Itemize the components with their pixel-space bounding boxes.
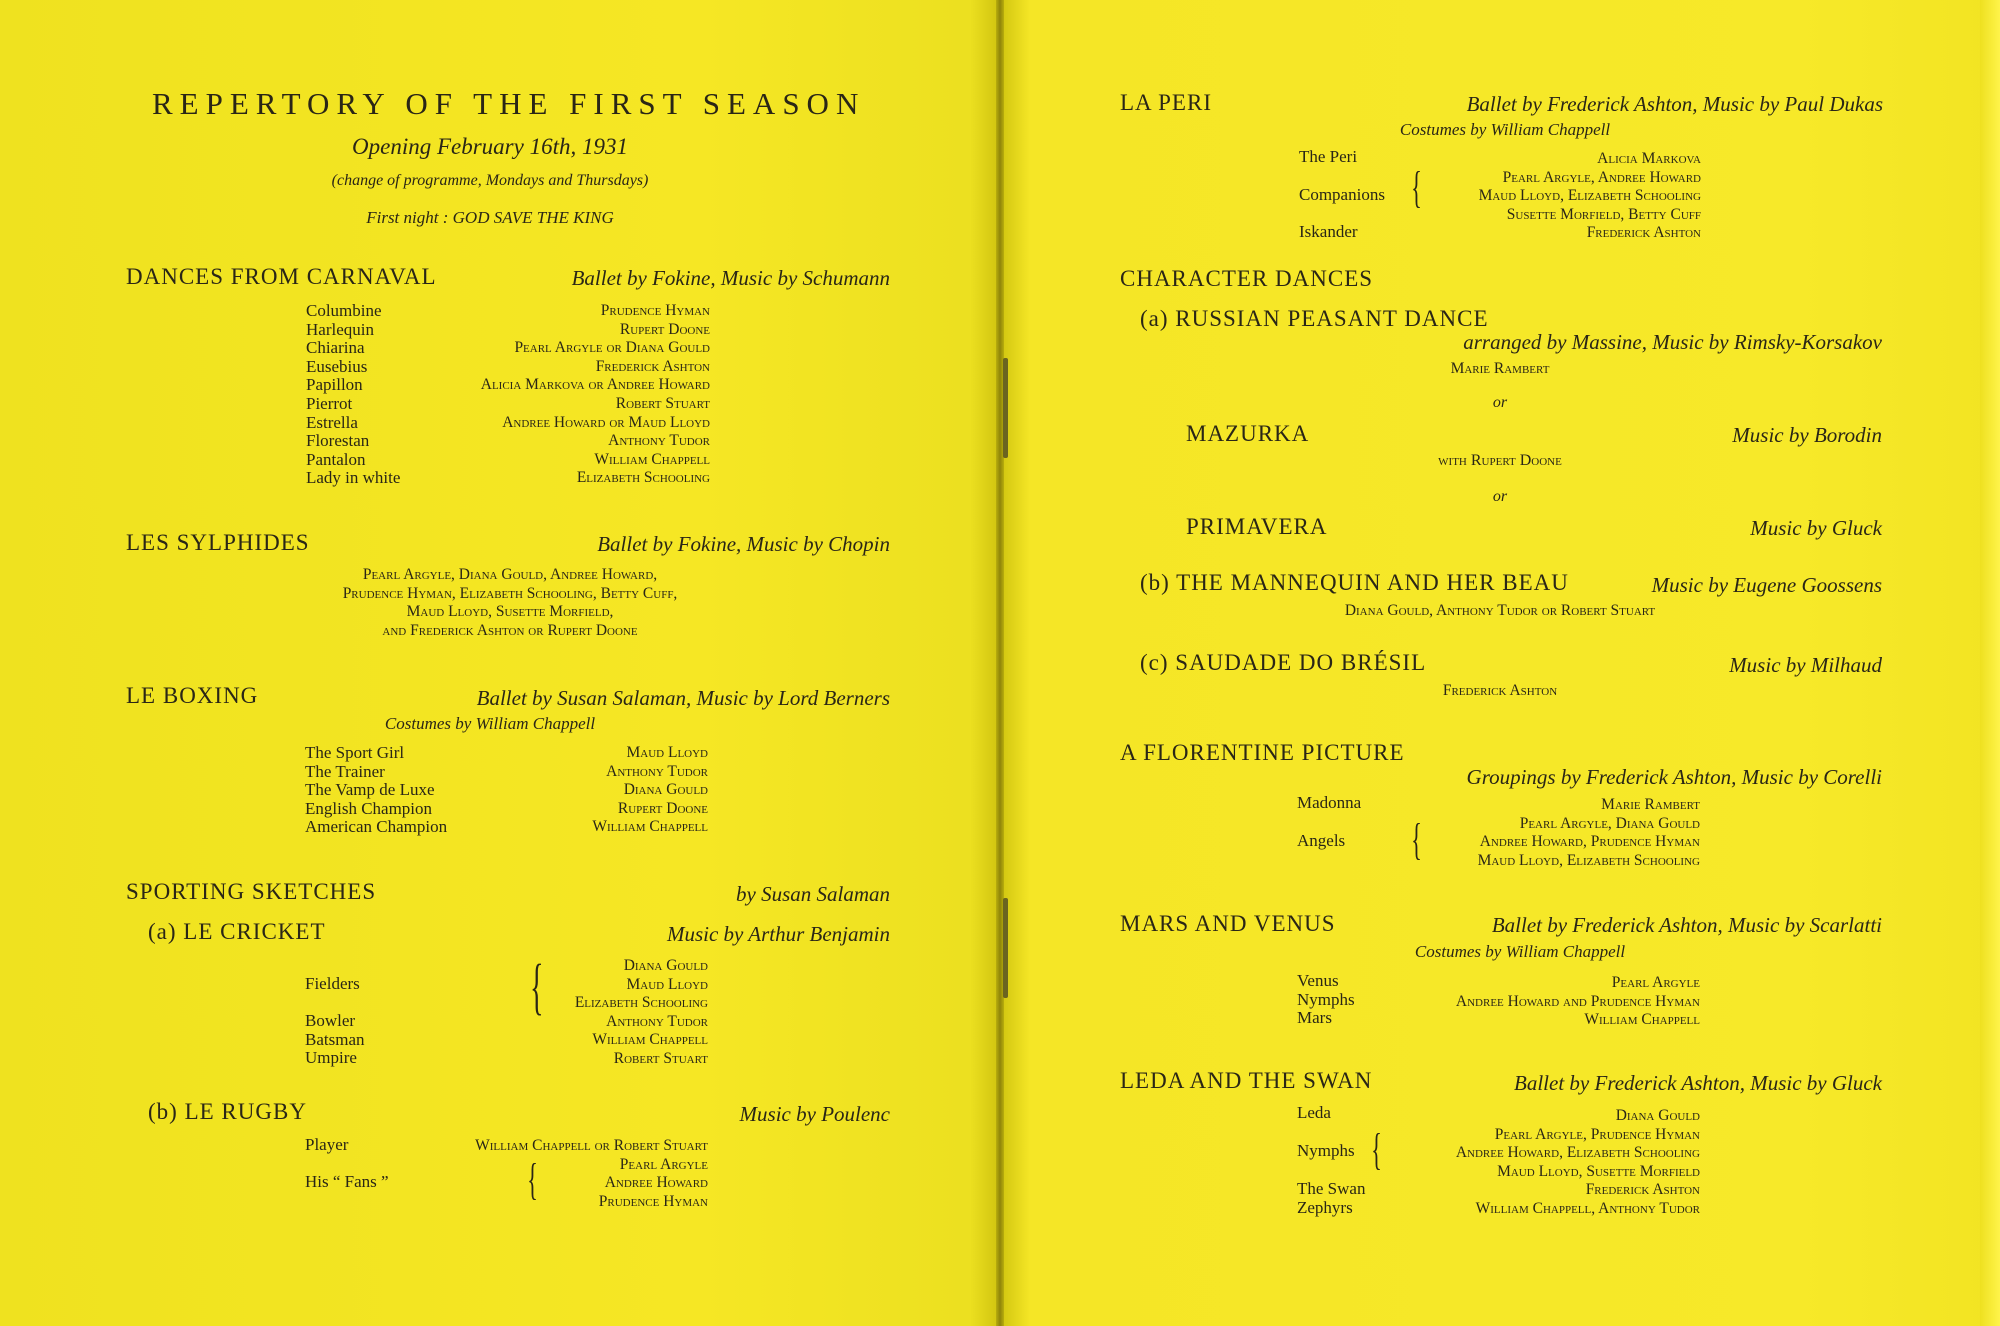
- section-credit: Music by Borodin: [1732, 423, 1882, 447]
- dancer: Andree Howard, Prudence Hyman: [1479, 833, 1700, 851]
- dancer: Maud Lloyd: [626, 744, 708, 761]
- role: Estrella: [306, 412, 358, 432]
- brace-icon: {: [530, 953, 544, 1021]
- dancer: Maud Lloyd, Elizabeth Schooling: [1477, 851, 1700, 869]
- dancer: Prudence Hyman: [600, 302, 710, 319]
- subsection-heading: MAZURKA: [1186, 421, 1310, 446]
- section-heading: CHARACTER DANCES: [1120, 266, 1374, 291]
- first-night-note: First night : GOD SAVE THE KING: [366, 208, 614, 227]
- role: The Vamp de Luxe: [305, 780, 435, 800]
- with-note: [1360, 452, 1640, 470]
- section-credit: Music by Eugene Goossens: [1651, 573, 1882, 597]
- dancer: William Chappell, Anthony Tudor: [1475, 1199, 1700, 1217]
- dancer: Pearl Argyle: [619, 1155, 708, 1173]
- dancer: William Chappell: [592, 818, 708, 836]
- dancer: Robert Stuart: [615, 394, 710, 412]
- role: The Peri: [1299, 147, 1358, 166]
- subsection-heading: (b) LE RUGBY: [148, 1099, 307, 1124]
- role-list: [306, 302, 400, 488]
- dancer: William Chappell: [592, 1031, 708, 1049]
- role: His “ Fans ”: [305, 1172, 389, 1191]
- section-heading: LE BOXING: [126, 683, 259, 708]
- dancer: Susette Morfield, Betty Cuff: [1506, 205, 1701, 223]
- role-list: [1297, 972, 1355, 1028]
- section-heading: DANCES FROM CARNAVAL: [126, 264, 437, 289]
- cast-line: Pearl Argyle, Diana Gould, Andree Howard,: [362, 566, 658, 583]
- costumes-credit: Costumes by William Chappell: [1399, 120, 1611, 139]
- role: Zephyrs: [1297, 1197, 1353, 1217]
- role: Fielders: [305, 974, 360, 993]
- role: Lady in white: [306, 468, 401, 488]
- dancer: Anthony Tudor: [608, 432, 710, 450]
- role: Leda: [1297, 1103, 1331, 1122]
- dancer: Rupert Doone: [619, 320, 710, 338]
- or-separator: or: [1492, 394, 1508, 411]
- role: Venus: [1297, 971, 1339, 990]
- dancer: Maud Lloyd, Susette Morfield: [1497, 1162, 1700, 1180]
- section-credit: Groupings by Frederick Ashton, Music by Corelli: [1466, 765, 1882, 789]
- dancer-list: [1420, 796, 1700, 870]
- role: Umpire: [305, 1048, 357, 1068]
- page-title: REPERTORY OF THE FIRST SEASON: [152, 86, 866, 121]
- costumes-credit: Costumes by William Chappell: [384, 714, 596, 733]
- dancer: Marie Rambert: [1601, 796, 1700, 813]
- section-heading: SPORTING SKETCHES: [126, 879, 377, 904]
- section-heading: LEDA AND THE SWAN: [1120, 1068, 1373, 1093]
- dancer: Pearl Argyle, Prudence Hyman: [1494, 1125, 1700, 1143]
- role: Batsman: [305, 1029, 365, 1049]
- cast-line: Maud Lloyd, Susette Morfield,: [406, 603, 614, 621]
- brace-icon: {: [527, 1155, 538, 1204]
- role: Bowler: [305, 1011, 356, 1030]
- dancer: Andree Howard: [604, 1174, 708, 1192]
- role: Player: [305, 1135, 349, 1154]
- dancer: Maud Lloyd, Elizabeth Schooling: [1478, 187, 1701, 205]
- dancer: Frederick Ashton: [1585, 1181, 1700, 1199]
- dancer-list: [400, 1137, 708, 1211]
- section-credit: Ballet by Frederick Ashton, Music by Gluck: [1514, 1071, 1882, 1095]
- dancer: Prudence Hyman: [598, 1192, 708, 1210]
- with-text: with Rupert Doone: [1438, 452, 1562, 469]
- dancer: Pearl Argyle, Diana Gould: [1519, 814, 1700, 832]
- role: Mars: [1297, 1008, 1332, 1028]
- dancer-list: [420, 302, 710, 488]
- cast-paragraph: [300, 566, 720, 640]
- role: Companions: [1299, 185, 1385, 204]
- brace-icon: {: [1411, 163, 1422, 212]
- subsection-heading: (a) RUSSIAN PEASANT DANCE: [1140, 306, 1489, 331]
- section-heading: LA PERI: [1120, 90, 1212, 115]
- costumes-credit: Costumes by William Chappell: [1414, 942, 1626, 961]
- programme-change-note: (change of programme, Mondays and Thursdays): [331, 172, 649, 189]
- dancer-list: [1380, 1107, 1700, 1219]
- dancer: Alicia Markova or Andree Howard: [480, 376, 710, 394]
- section-credit: Ballet by Frederick Ashton, Music by Paul Dukas: [1466, 92, 1883, 116]
- role: The Trainer: [305, 761, 385, 781]
- dancer: William Chappell: [594, 450, 710, 468]
- role: Chiarina: [306, 338, 365, 358]
- role: English Champion: [305, 798, 433, 818]
- dancer: Frederick Ashton: [1586, 224, 1701, 242]
- role: Pierrot: [306, 393, 353, 413]
- section-credit: Ballet by Fokine, Music by Schumann: [571, 266, 890, 290]
- role: Columbine: [306, 301, 382, 320]
- book-gutter: [996, 0, 1004, 1326]
- dancer: Andree Howard and Prudence Hyman: [1455, 992, 1700, 1010]
- section-credit: by Susan Salaman: [736, 882, 890, 906]
- role-list: [305, 1012, 365, 1068]
- section-credit: Music by Poulenc: [739, 1102, 890, 1126]
- role: The Swan: [1297, 1179, 1366, 1198]
- dancer-list: [1390, 974, 1700, 1030]
- subsection-heading: (b) THE MANNEQUIN AND HER BEAU: [1140, 570, 1569, 595]
- role: Madonna: [1297, 793, 1362, 812]
- cast-line: and Frederick Ashton or Rupert Doone: [382, 621, 638, 639]
- subsection-heading: (c) SAUDADE DO BRÉSIL: [1140, 650, 1427, 675]
- dancer-list: [1420, 150, 1701, 243]
- role: American Champion: [305, 817, 448, 837]
- dancer: Alicia Markova: [1597, 150, 1701, 167]
- brace-icon: {: [1411, 815, 1422, 864]
- section-credit: Music by Milhaud: [1729, 653, 1882, 677]
- section-credit: Music by Gluck: [1750, 516, 1882, 540]
- dancer: Pearl Argyle or Diana Gould: [514, 339, 710, 357]
- dancer: Diana Gould: [623, 781, 708, 799]
- subsection-heading: (a) LE CRICKET: [148, 919, 326, 944]
- or-separator: or: [1492, 488, 1508, 505]
- staple-top: [1003, 358, 1008, 458]
- role-list: [305, 744, 447, 837]
- section-heading: LES SYLPHIDES: [126, 530, 310, 555]
- dancer: Maud Lloyd: [626, 975, 708, 993]
- section-credit: Ballet by Fokine, Music by Chopin: [597, 532, 890, 556]
- section-credit: Ballet by Susan Salaman, Music by Lord Berners: [476, 686, 890, 710]
- role: Nymphs: [1297, 989, 1355, 1009]
- role: Angels: [1297, 831, 1346, 850]
- role-list: [1297, 1180, 1365, 1217]
- section-heading: MARS AND VENUS: [1120, 911, 1336, 936]
- dancer: Robert Stuart: [613, 1049, 708, 1067]
- dancer: Frederick Ashton: [595, 357, 710, 375]
- role: Nymphs: [1297, 1141, 1355, 1160]
- dancer: Diana Gould, Anthony Tudor or Robert Stuart: [1344, 602, 1656, 619]
- role: Iskander: [1299, 222, 1358, 241]
- section-credit: Music by Arthur Benjamin: [666, 922, 890, 946]
- section-heading: A FLORENTINE PICTURE: [1120, 740, 1405, 765]
- dancer: Diana Gould: [623, 957, 708, 974]
- dancer: Frederick Ashton: [1442, 682, 1558, 699]
- dancer: Anthony Tudor: [606, 1012, 708, 1030]
- dancer: Pearl Argyle, Andree Howard: [1502, 168, 1701, 186]
- section-credit: Ballet by Frederick Ashton, Music by Scarlatti: [1491, 913, 1882, 937]
- dancer: Marie Rambert: [1450, 360, 1550, 377]
- role: Papillon: [306, 375, 363, 395]
- staple-bottom: [1003, 898, 1008, 998]
- dancer: Elizabeth Schooling: [574, 994, 708, 1012]
- dancer-list: [520, 953, 708, 1069]
- role: Harlequin: [306, 319, 374, 339]
- role: Pantalon: [306, 449, 366, 469]
- dancer: Andree Howard, Elizabeth Schooling: [1455, 1144, 1700, 1162]
- page-edge: [1980, 0, 2000, 1326]
- cast-line: Prudence Hyman, Elizabeth Schooling, Betty Cuff,: [342, 584, 678, 602]
- dancer: Anthony Tudor: [606, 762, 708, 780]
- opening-date: Opening February 16th, 1931: [352, 134, 628, 159]
- role: The Sport Girl: [305, 743, 405, 762]
- dancer: William Chappell: [1584, 1011, 1700, 1029]
- section-credit: arranged by Massine, Music by Rimsky-Korsakov: [1463, 330, 1882, 354]
- dancer: Elizabeth Schooling: [576, 469, 710, 487]
- subsection-heading: PRIMAVERA: [1186, 514, 1328, 539]
- role: Florestan: [306, 431, 370, 451]
- dancer-list: [480, 744, 708, 837]
- dancer: Rupert Doone: [617, 799, 708, 817]
- brace-icon: {: [1371, 1125, 1382, 1174]
- dancer: Andree Howard or Maud Lloyd: [502, 413, 710, 431]
- dancer: Pearl Argyle: [1611, 974, 1700, 991]
- dancer: Diana Gould: [1615, 1107, 1700, 1124]
- role: Eusebius: [306, 356, 368, 376]
- dancer: William Chappell or Robert Stuart: [475, 1137, 708, 1154]
